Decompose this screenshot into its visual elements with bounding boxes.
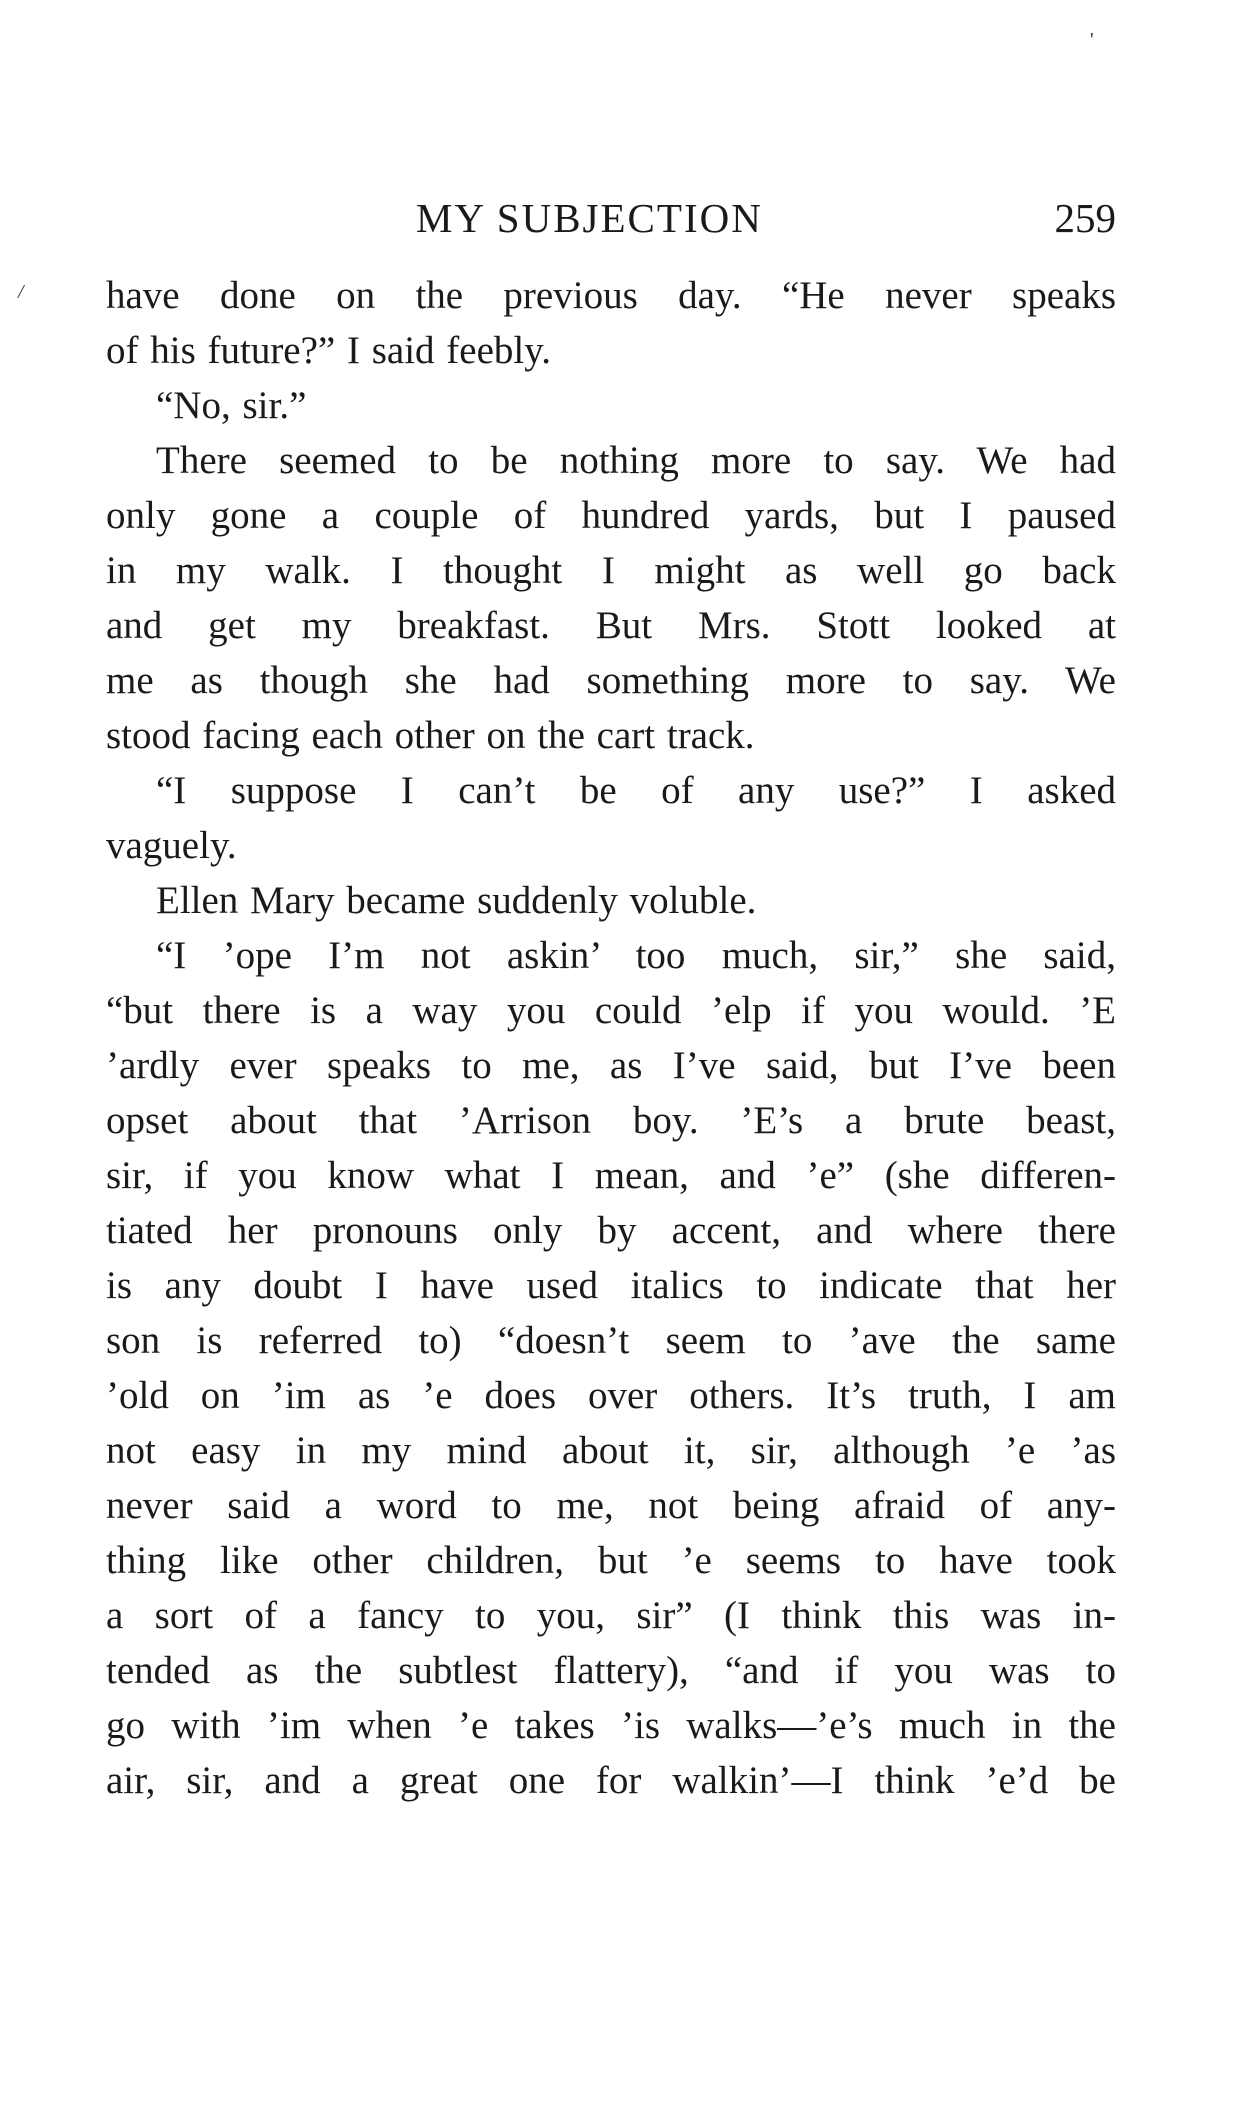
text-line: in my walk. I thought I might as well go back <box>106 549 1116 592</box>
text-line: sir, if you know what I mean, and ’e” (she differen- <box>106 1154 1116 1197</box>
text-line: only gone a couple of hundred yards, but I paused <box>106 494 1116 537</box>
text-line: of his future?” I said feebly. <box>106 329 551 372</box>
page-header <box>106 188 1116 248</box>
text-line: There seemed to be nothing more to say. We had <box>156 439 1116 482</box>
stray-mark-top: ' <box>1090 29 1094 51</box>
page-number: 259 <box>1054 195 1116 241</box>
text-line: tiated her pronouns only by accent, and where there <box>106 1209 1116 1252</box>
text-line: “I suppose I can’t be of any use?” I asked <box>156 769 1116 812</box>
text-line: stood facing each other on the cart track. <box>106 714 755 757</box>
text-line: have done on the previous day. “He never speaks <box>106 274 1116 317</box>
text-line: son is referred to) “doesn’t seem to ’ave the same <box>106 1319 1116 1362</box>
text-line: “No, sir.” <box>156 384 307 427</box>
text-line: and get my breakfast. But Mrs. Stott looked at <box>106 604 1116 647</box>
text-line: thing like other children, but ’e seems to have took <box>106 1539 1116 1582</box>
text-line: a sort of a fancy to you, sir” (I think this was in- <box>106 1594 1116 1637</box>
text-line: “but there is a way you could ’elp if you would. ’E <box>106 989 1116 1032</box>
text-line: me as though she had something more to say. We <box>106 659 1116 702</box>
text-line: air, sir, and a great one for walkin’—I think ’e’d be <box>106 1759 1116 1802</box>
text-line: ’ardly ever speaks to me, as I’ve said, but I’ve been <box>106 1044 1116 1087</box>
text-line: not easy in my mind about it, sir, although ’e ’as <box>106 1429 1116 1472</box>
text-line: vaguely. <box>106 824 237 867</box>
text-line: ’old on ’im as ’e does over others. It’s truth, I am <box>106 1374 1116 1417</box>
text-line: go with ’im when ’e takes ’is walks—’e’s much in the <box>106 1704 1116 1747</box>
stray-mark-margin: / <box>18 281 24 303</box>
text-line: opset about that ’Arrison boy. ’E’s a brute beast, <box>106 1099 1116 1142</box>
text-line: never said a word to me, not being afraid of any- <box>106 1484 1116 1527</box>
running-head: MY SUBJECTION <box>416 195 763 241</box>
text-line: Ellen Mary became suddenly voluble. <box>156 879 757 922</box>
text-line: is any doubt I have used italics to indicate that her <box>106 1264 1116 1307</box>
text-line: tended as the subtlest flattery), “and if you was to <box>106 1649 1116 1692</box>
body-text <box>106 268 1116 1808</box>
text-line: “I ’ope I’m not askin’ too much, sir,” she said, <box>156 934 1116 977</box>
